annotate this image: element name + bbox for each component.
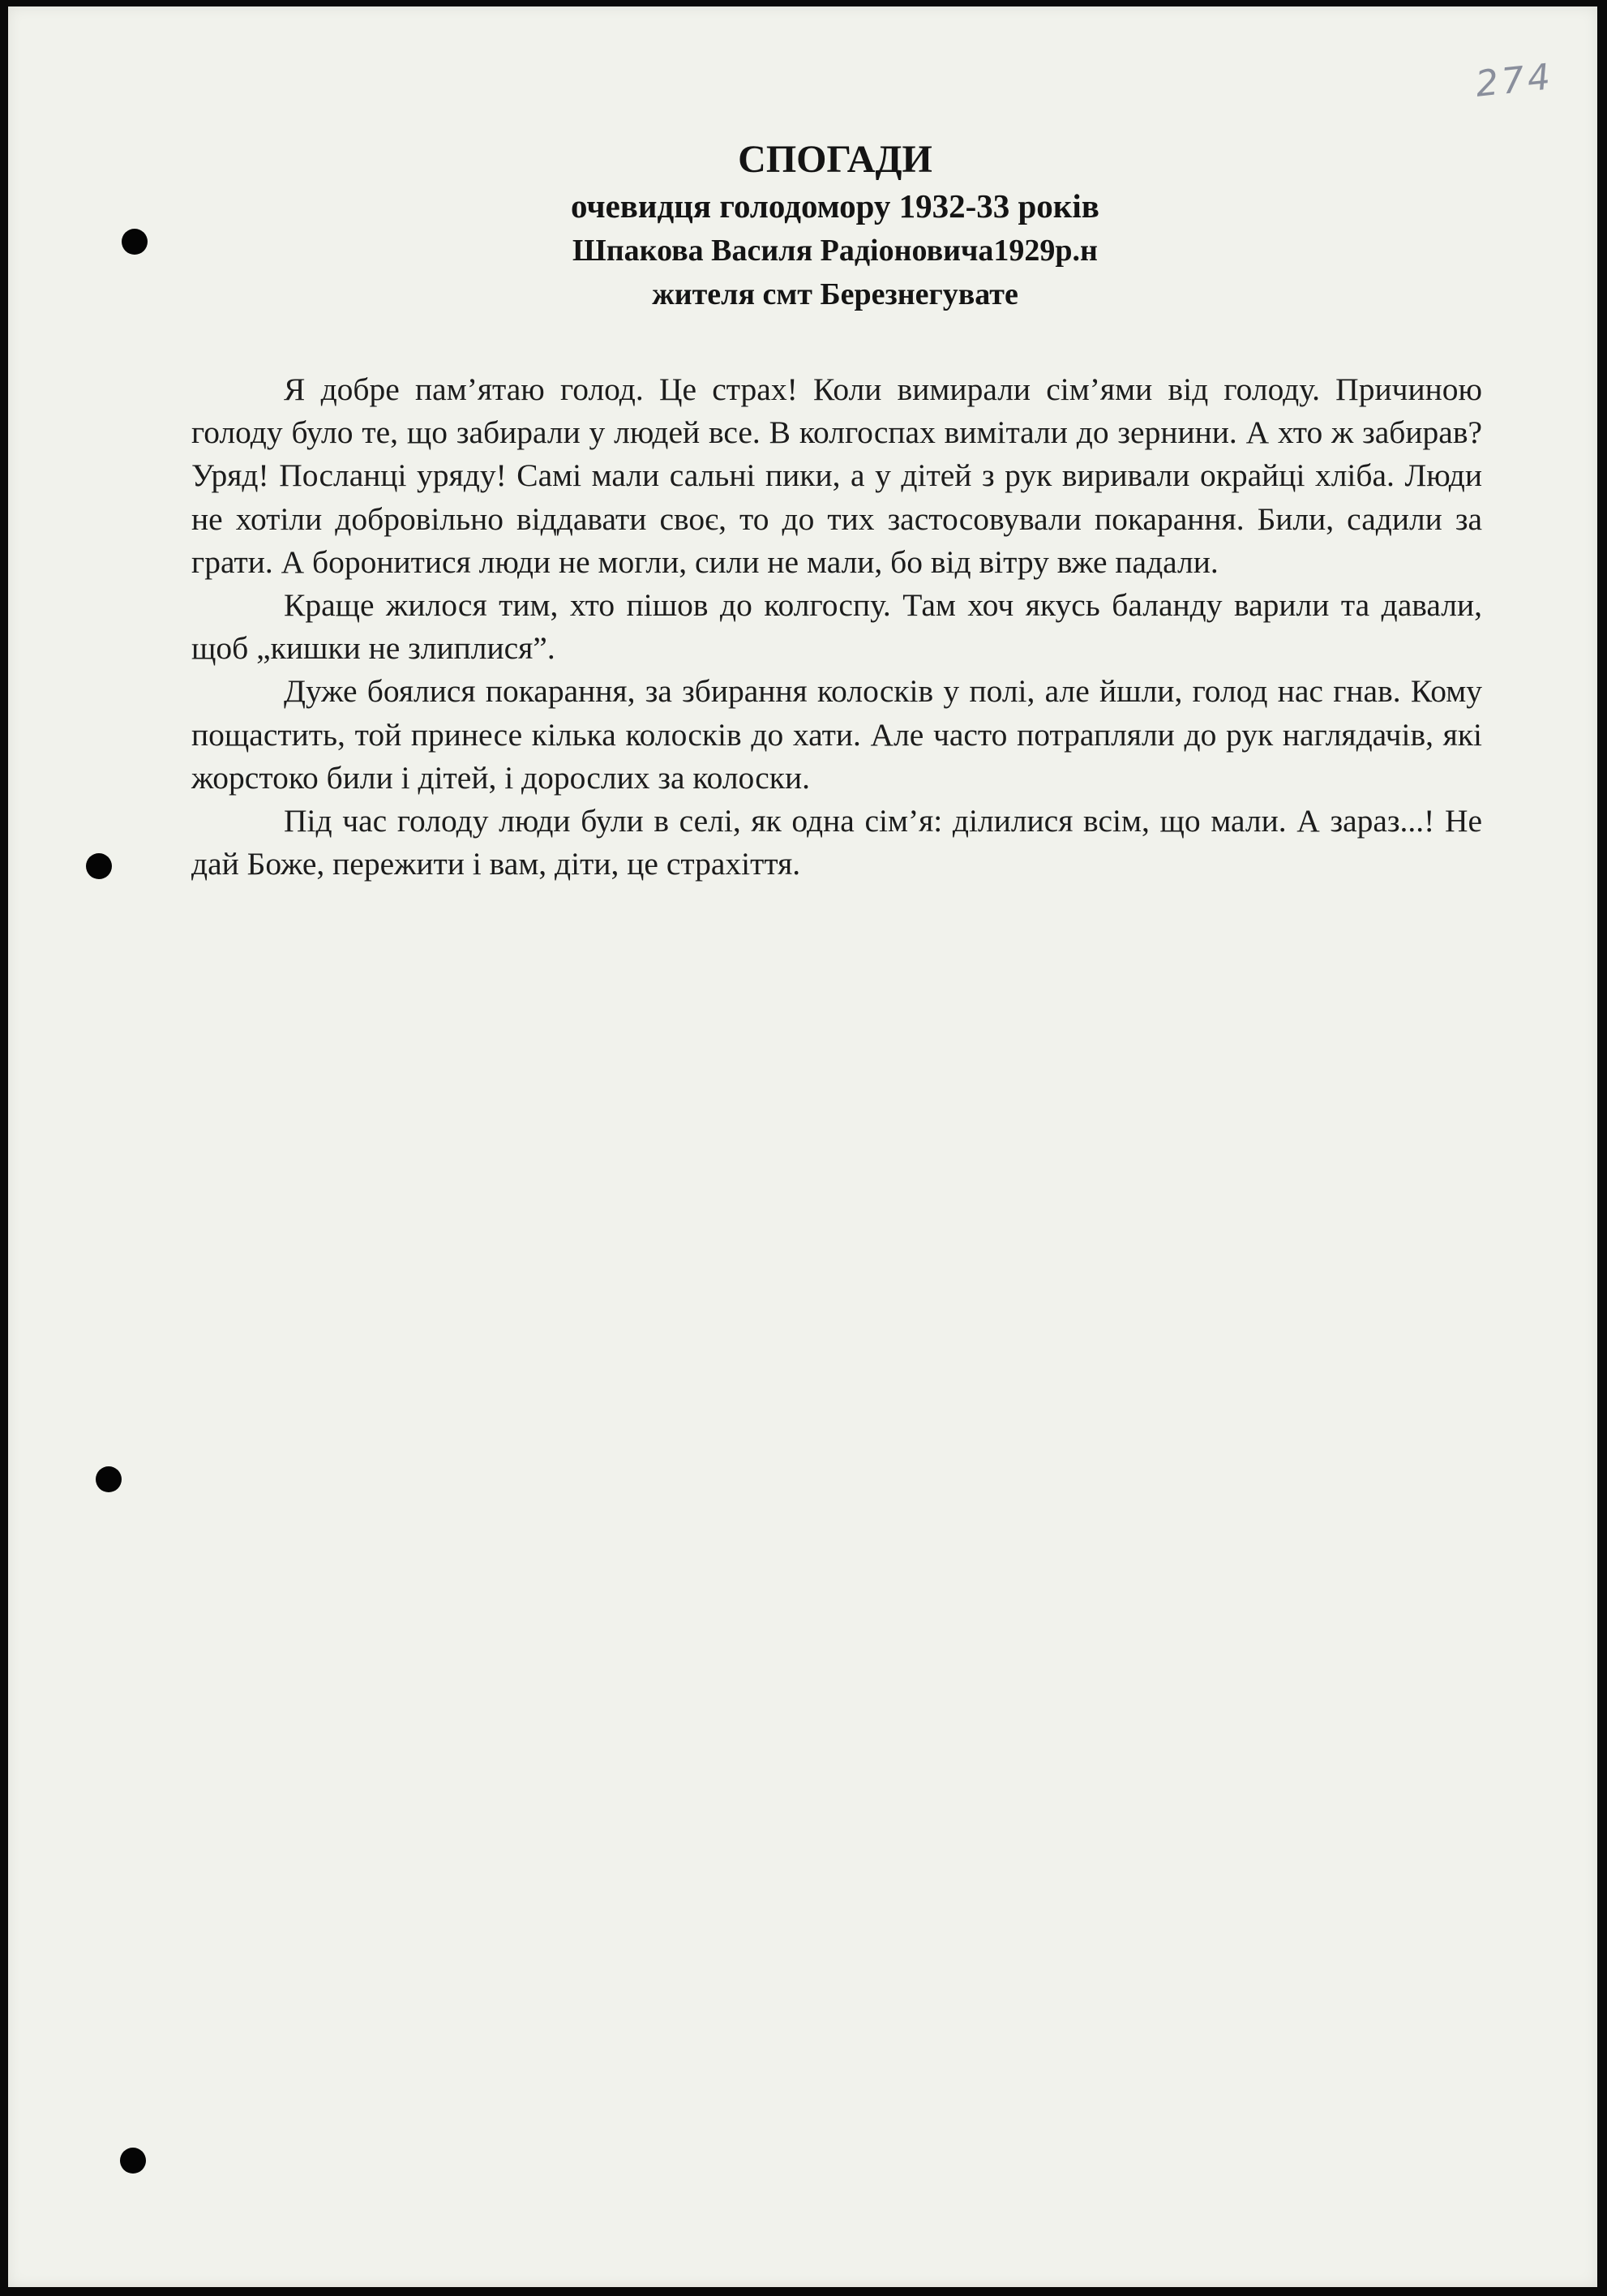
binder-hole [86, 853, 112, 879]
handwritten-page-number: 274 [1473, 56, 1556, 105]
binder-hole [96, 1466, 122, 1492]
document-subtitle: очевидця голодомору 1932-33 років [571, 187, 1099, 225]
paragraph: Дуже боялися покарання, за збирання колосків у полі, але йшли, голод нас гнав. Кому пощастить, той принесе кілька колосків до хати. Але часто потрапляли до рук наглядачів, які жорстоко били і дітей, і дорослих за колоски. [191, 673, 1482, 796]
memoir-body [191, 368, 1482, 886]
document-page [8, 6, 1597, 2287]
paragraph: Краще жилося тим, хто пішов до колгоспу. Там хоч якусь баланду варили та давали, щоб „кишки не злиплися”. [191, 587, 1482, 667]
binder-hole [120, 2148, 146, 2174]
paragraph: Я добре пам’ятаю голод. Це страх! Коли вимирали сім’ями від голоду. Причиною голоду було те, що забирали у людей все. В колгоспах вимітали до зернини. А хто ж забирав? Уряд! Посланці уряду! Самі мали сальні пики, а у дітей з рук виривали окрайці хліба. Люди не хотіли добровільно віддавати своє, то до тих застосовували покарання. Били, садили за грати. А боронитися люди не могли, сили не мали, бо від вітру вже падали. [191, 371, 1482, 580]
paragraph: Під час голоду люди були в селі, як одна сім’я: ділилися всім, що мали. А зараз...! Не дай Боже, пережити і вам, діти, це страхіття. [191, 803, 1482, 882]
document-title: СПОГАДИ [738, 138, 932, 181]
residence-line: жителя смт Березнегувате [652, 277, 1018, 311]
document-header [8, 136, 1607, 316]
author-line: Шпакова Василя Радіоновича1929р.н [572, 234, 1098, 268]
